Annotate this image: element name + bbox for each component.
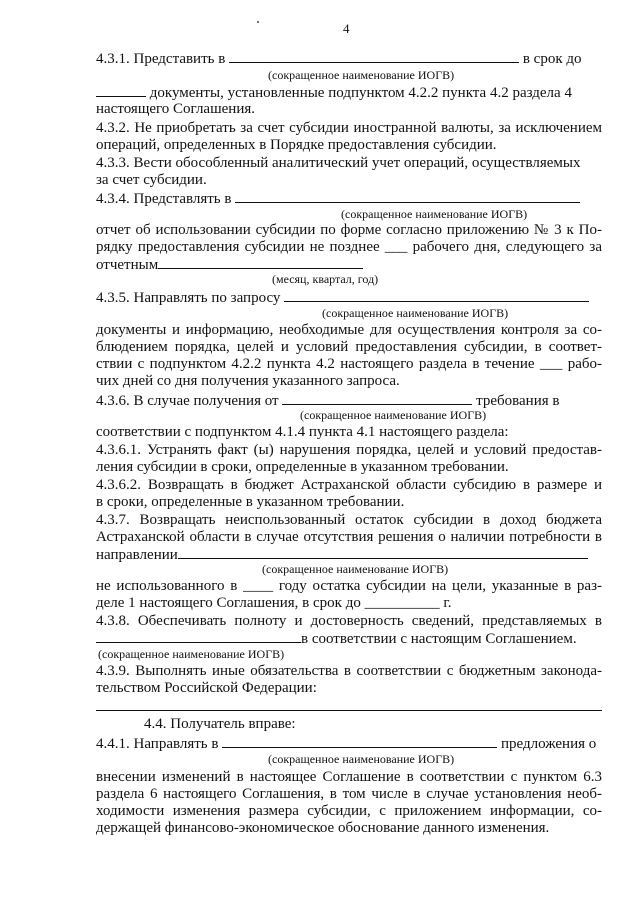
blank-field	[282, 392, 472, 405]
clause-4-4-1-line: 4.4.1. Направлять в предложения о	[96, 736, 597, 752]
clause-text: операций, определенных в Порядке предоставления субсидии.	[96, 137, 497, 153]
clause-4-3-2: 4.3.2. Не приобретать за счет субсидии иностранной валюты, за исключением	[96, 120, 602, 136]
blank-field	[158, 256, 363, 269]
clause-text: деле 1 настоящего Соглашения, в срок до __________ г.	[96, 595, 452, 611]
clause-4-3-7-direction-line: направлении	[96, 546, 602, 564]
caption-iogv: (сокращенное наименование ИОГВ)	[268, 752, 455, 766]
blank-field	[96, 630, 301, 643]
caption-iogv: (сокращенное наименование ИОГВ)	[98, 647, 285, 661]
clause-4-3-8: 4.3.8. Обеспечивать полноту и достоверность сведений, представляемых в	[96, 613, 602, 629]
caption-period: (месяц, квартал, год)	[272, 272, 379, 286]
blank-field	[222, 735, 497, 748]
scan-speck	[257, 21, 259, 23]
clause-4-3-1-cont: документы, установленные подпунктом 4.2.2 пункта 4.2 раздела 4	[96, 84, 602, 102]
clause-text: отчет об использовании субсидии по форме согласно приложению № 3 к По-	[96, 222, 602, 238]
blank-field	[178, 546, 588, 559]
page-number: 4	[343, 21, 350, 36]
clause-text: в сроки, определенные в указанном требовании.	[96, 494, 405, 510]
clause-4-3-6-line: 4.3.6. В случае получения от требования в	[96, 393, 560, 409]
blank-field	[284, 289, 589, 302]
clause-4-3-9: 4.3.9. Выполнять иные обязательства в соответствии с бюджетным законода-	[96, 663, 602, 679]
clause-text: блюдением порядка, целей и условий предоставления субсидии, в соответ-	[96, 339, 602, 355]
clause-text: рядку предоставления субсидии не позднее ___ рабочего дня, следующего за	[96, 239, 602, 255]
clause-text: чих дней со дня получения указанного запроса.	[96, 373, 400, 389]
clause-text: настоящего Соглашения.	[96, 101, 256, 117]
clause-text: документы и информацию, необходимые для осуществления контроля за со-	[96, 322, 602, 338]
caption-iogv: (сокращенное наименование ИОГВ)	[300, 408, 487, 422]
clause-text: за счет субсидии.	[96, 172, 207, 188]
blank-line	[96, 710, 602, 711]
clause-text: не использованного в ____ году остатка субсидии на цели, указанные в раз-	[96, 578, 602, 594]
clause-text: ствии с подпунктом 4.2.2 пункта 4.2 настоящего раздела в течение ___ рабо-	[96, 356, 602, 372]
blank-field	[96, 84, 146, 97]
blank-field	[235, 190, 580, 203]
clause-text: внесении изменений в настоящее Соглашение в соответствии с пунктом 6.3	[96, 769, 602, 785]
clause-4-3-6-2: 4.3.6.2. Возвращать в бюджет Астраханской области субсидию в размере и	[96, 477, 602, 493]
caption-iogv: (сокращенное наименование ИОГВ)	[341, 207, 528, 221]
clause-text: ходимости изменения размера субсидии, с приложением информации, со-	[96, 803, 602, 819]
clause-4-3-4-period-line: отчетным	[96, 256, 602, 274]
caption-iogv: (сокращенное наименование ИОГВ)	[322, 306, 509, 320]
clause-4-3-1-line: 4.3.1. Представить в в срок до	[96, 51, 582, 67]
clause-4-3-3: 4.3.3. Вести обособленный аналитический учет операций, осуществляемых	[96, 155, 581, 171]
clause-4-3-7: 4.3.7. Возвращать неиспользованный остаток субсидии в доход бюджета	[96, 512, 602, 528]
clause-4-4: 4.4. Получатель вправе:	[144, 716, 296, 732]
clause-4-3-6-1: 4.3.6.1. Устранять факт (ы) нарушения порядка, целей и условий предостав-	[96, 442, 602, 458]
clause-4-3-4-line: 4.3.4. Представлять в	[96, 190, 602, 208]
clause-text: ления субсидии в сроки, определенные в указанном требовании.	[96, 459, 509, 475]
clause-text: держащей финансово-экономическое обоснование данного изменения.	[96, 820, 550, 836]
clause-4-3-8-line: в соответствии с настоящим Соглашением.	[96, 630, 602, 648]
caption-iogv: (сокращенное наименование ИОГВ)	[262, 562, 449, 576]
caption-iogv: (сокращенное наименование ИОГВ)	[268, 68, 455, 82]
clause-text: тельством Российской Федерации:	[96, 680, 317, 696]
clause-4-3-5-line: 4.3.5. Направлять по запросу	[96, 289, 602, 307]
clause-text: раздела 6 настоящего Соглашения, в том числе в случае установления необ-	[96, 786, 602, 802]
clause-text: Астраханской области в случае отсутствия решения о наличии потребности в	[96, 529, 602, 545]
blank-field	[229, 50, 519, 63]
clause-text: соответствии с подпунктом 4.1.4 пункта 4.1 настоящего раздела:	[96, 424, 509, 440]
